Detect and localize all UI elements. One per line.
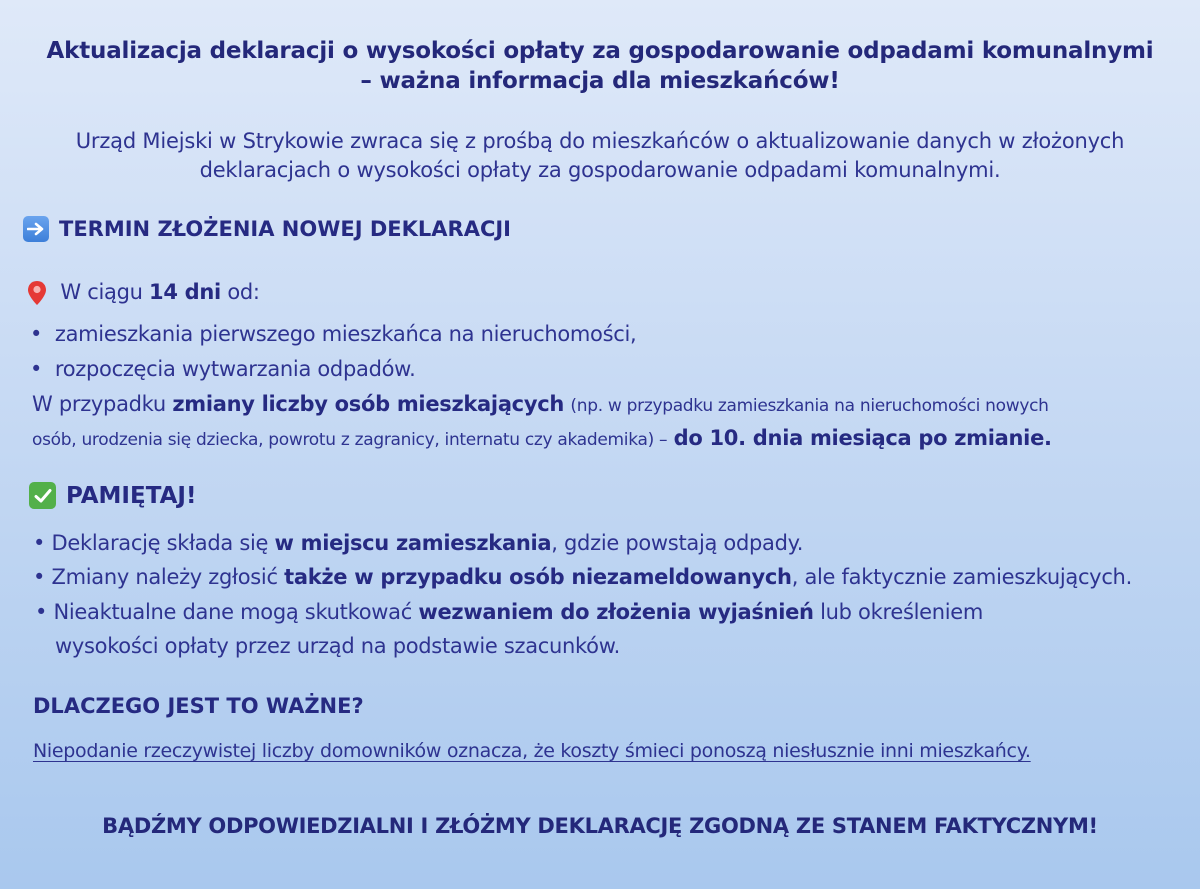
list-item (33, 531, 803, 555)
remember-item-3-suffix: lub określeniem (820, 600, 984, 624)
title-line-1: Aktualizacja deklaracji o wysokości opłaty za gospodarowanie odpadami komunalnymi (46, 38, 1154, 64)
why-text: Niepodanie rzeczywistej liczby domowników oznacza, że koszty śmieci ponoszą niesłusznie inni mieszkańcy. (33, 740, 1031, 762)
change-note-1: (np. w przypadku zamieszkania na nieruchomości nowych (570, 396, 1049, 416)
within-suffix: od: (227, 280, 260, 304)
change-line-1 (32, 392, 1049, 416)
change-line-2 (32, 426, 1052, 450)
title-line-2: – ważna informacja dla mieszkańców! (360, 68, 840, 94)
bullet: • (35, 600, 48, 624)
why-heading: DLACZEGO JEST TO WAŻNE? (33, 694, 364, 718)
remember-item-1-suffix: , gdzie powstają odpady. (551, 531, 804, 555)
remember-item-3-line-2: wysokości opłaty przez urząd na podstawie szacunków. (55, 634, 621, 658)
remember-item-2-prefix: Zmiany należy zgłosić (51, 565, 278, 589)
list-item (30, 357, 415, 381)
intro-line-1: Urząd Miejski w Strykowie zwraca się z prośbą do mieszkańców o aktualizowanie danych w złożonych (75, 129, 1125, 153)
deadline-bullet-2: rozpoczęcia wytwarzania odpadów. (54, 357, 416, 381)
intro-line-2: deklaracjach o wysokości opłaty za gospodarowanie odpadami komunalnymi. (199, 158, 1001, 182)
deadline-bullet-1: zamieszkania pierwszego mieszkańca na nieruchomości, (54, 322, 637, 346)
bullet: • (30, 322, 43, 346)
within-days-line (26, 279, 260, 307)
change-prefix: W przypadku (32, 392, 166, 416)
within-days: 14 dni (149, 280, 221, 304)
change-note-2: osób, urodzenia się dziecka, powrotu z zagranicy, internatu czy akademika) – (32, 430, 668, 450)
change-deadline: do 10. dnia miesiąca po zmianie. (673, 426, 1052, 450)
within-prefix: W ciągu (60, 280, 143, 304)
bullet: • (33, 531, 46, 555)
remember-item-3-bold: wezwaniem do złożenia wyjaśnień (418, 600, 814, 624)
list-item (35, 600, 983, 624)
right-arrow-icon (23, 216, 49, 242)
page-title (0, 36, 1200, 96)
remember-item-1-prefix: Deklarację składa się (51, 531, 269, 555)
bullet: • (30, 357, 43, 381)
list-item (33, 565, 1132, 589)
bullet: • (33, 565, 46, 589)
remember-item-2-suffix: , ale faktycznie zamieszkujących. (791, 565, 1132, 589)
remember-item-3-prefix: Nieaktualne dane mogą skutkować (53, 600, 412, 624)
change-bold: zmiany liczby osób mieszkających (172, 392, 565, 416)
map-pin-icon (26, 279, 48, 307)
remember-item-2-bold: także w przypadku osób niezameldowanych (284, 565, 792, 589)
intro-paragraph (0, 127, 1200, 185)
deadline-heading-text: TERMIN ZŁOŻENIA NOWEJ DEKLARACJI (59, 217, 511, 241)
check-mark-icon (29, 482, 56, 509)
deadline-heading (23, 216, 511, 242)
remember-item-1-bold: w miejscu zamieszkania (274, 531, 552, 555)
list-item (30, 322, 636, 346)
closing-statement: BĄDŹMY ODPOWIEDZIALNI I ZŁÓŻMY DEKLARACJĘ ZGODNĄ ZE STANEM FAKTYCZNYM! (102, 814, 1098, 838)
remember-heading (29, 482, 196, 509)
remember-heading-text: PAMIĘTAJ! (66, 482, 197, 509)
